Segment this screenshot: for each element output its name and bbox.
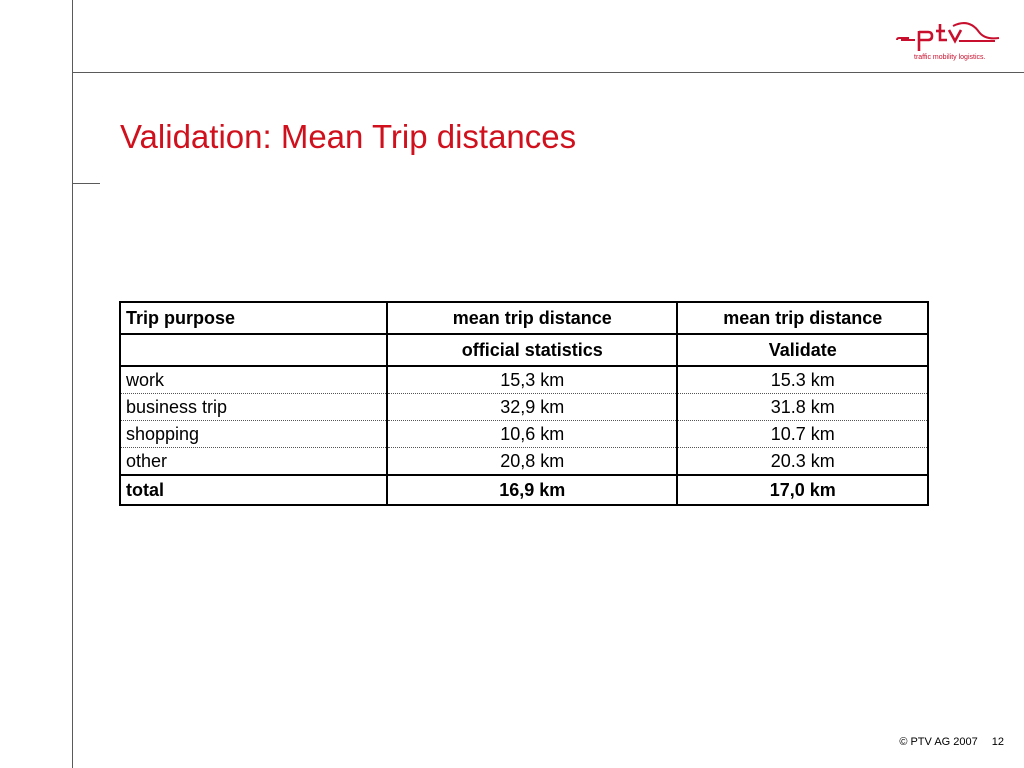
top-horizontal-rule xyxy=(72,72,1024,73)
slide-footer xyxy=(899,736,1004,748)
header-cell-trip-purpose: Trip purpose xyxy=(120,302,387,334)
slide-title: Validation: Mean Trip distances xyxy=(120,118,577,155)
total-official-value: 16,9 km xyxy=(387,475,677,505)
row-validate-value: 10.7 km xyxy=(677,421,928,448)
logo-tagline: traffic mobility logistics. xyxy=(914,54,986,61)
ptv-logo xyxy=(895,20,1005,68)
row-official-value: 32,9 km xyxy=(387,394,677,421)
table-row xyxy=(120,421,928,448)
row-label: other xyxy=(120,448,387,476)
header-cell-validate: mean trip distance xyxy=(677,302,928,334)
page-number: 12 xyxy=(991,736,1004,748)
subheader-cell-validate: Validate xyxy=(677,334,928,366)
table-row xyxy=(120,366,928,394)
row-validate-value: 31.8 km xyxy=(677,394,928,421)
row-label: business trip xyxy=(120,394,387,421)
subheader-cell-official-statistics: official statistics xyxy=(387,334,677,366)
copyright-text: © PTV AG 2007 xyxy=(899,736,978,748)
table-row xyxy=(120,448,928,476)
row-official-value: 10,6 km xyxy=(387,421,677,448)
ptv-logo-mark xyxy=(895,20,1005,54)
trip-distance-table xyxy=(119,301,929,506)
table-row xyxy=(120,394,928,421)
row-label: work xyxy=(120,366,387,394)
header-cell-official: mean trip distance xyxy=(387,302,677,334)
title-tick-rule xyxy=(72,183,100,184)
subheader-cell-empty xyxy=(120,334,387,366)
left-vertical-rule xyxy=(72,0,73,768)
row-validate-value: 15.3 km xyxy=(677,366,928,394)
total-validate-value: 17,0 km xyxy=(677,475,928,505)
row-official-value: 20,8 km xyxy=(387,448,677,476)
row-official-value: 15,3 km xyxy=(387,366,677,394)
table-subheader-row xyxy=(120,334,928,366)
total-label: total xyxy=(120,475,387,505)
row-label: shopping xyxy=(120,421,387,448)
table-header-row xyxy=(120,302,928,334)
table-total-row xyxy=(120,475,928,505)
row-validate-value: 20.3 km xyxy=(677,448,928,476)
